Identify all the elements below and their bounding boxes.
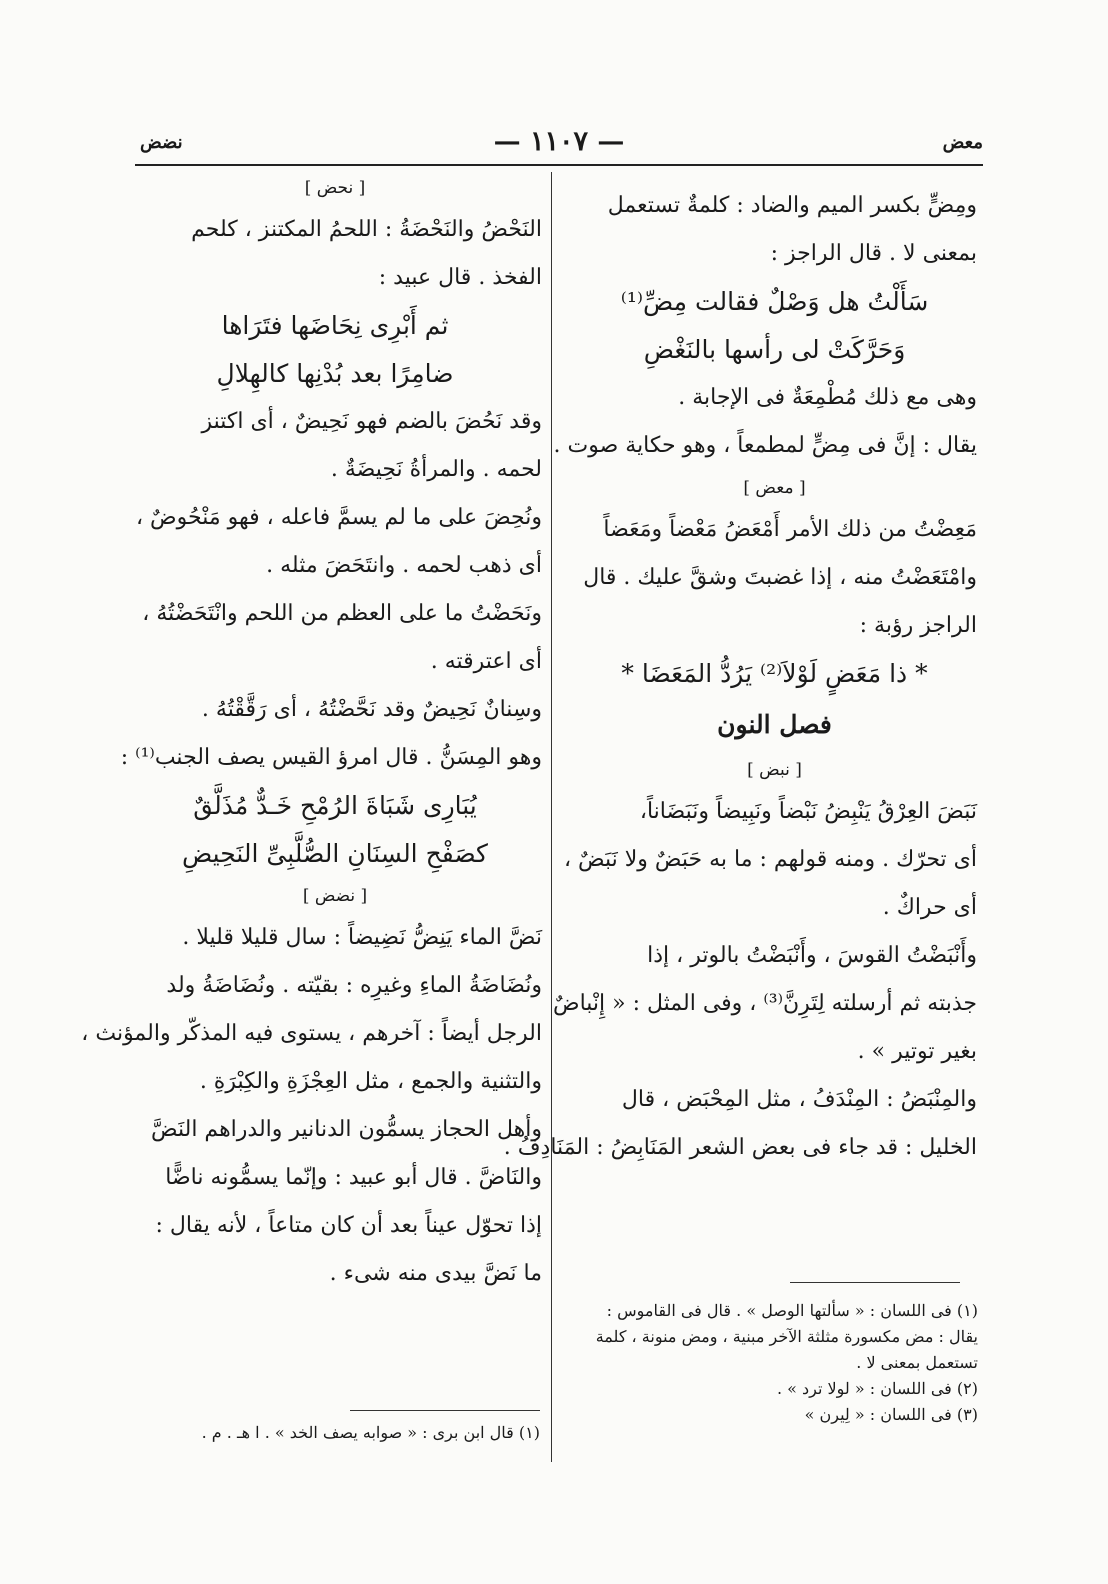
text-line: وقد نَحُضَ بالضم فهو نَحِيضٌ ، أى اكتنز xyxy=(201,409,542,434)
footnote-line: (١) قال ابن برى : « صوابه يصف الخد » . ا هـ . م . xyxy=(201,1423,540,1442)
text-line: أى تحرّك . ومنه قولهم : ما به حَبَضٌ ولا نَبَضٌ ، xyxy=(563,847,977,872)
text-line: والمِنْبَضُ : المِنْدَفُ ، مثل المِحْبَض ، قال xyxy=(621,1087,977,1112)
text-line: وأَنْبَضْتُ القوسَ ، وأَنْبَضْتُ بالوتر ، إذا xyxy=(647,943,977,968)
entry-heading-nadd: [ نضض ] xyxy=(302,886,368,906)
text-line: جذبته ثم أرسلته لِتَرِنَّ⁽³⁾ ، وفى المثل : « إِنْباضٌ xyxy=(552,991,977,1016)
text-line: أى حراكٌ . xyxy=(882,895,977,920)
verse-line: سَأَلْتُ هل وَصْلٌ فقالت مِضِّ⁽¹⁾ xyxy=(620,287,929,316)
verse-line: كصَفْحِ السِنَانِ الصُّلَّبِىِّ النَحِيضِ xyxy=(182,839,488,868)
text-line: نَبَضَ العِرْقُ يَنْبِضُ نَبْضاً ونَبِيضاً ونَبَضَاناً، xyxy=(639,799,977,824)
right-footnotes xyxy=(578,1298,978,1428)
left-footnote xyxy=(120,1420,540,1446)
text-line: ونَحَضْتُ ما على العظم من اللحم وانْتَحَضْتُهُ ، xyxy=(142,601,542,626)
verse-line: يُبَارِى شَبَاةَ الرُمْحِ خَـدٌّ مُذَلَّقٌ xyxy=(193,791,477,820)
text-line: أى ذهب لحمه . وانتَحَضَ مثله . xyxy=(266,553,542,578)
verse-line: ضامِرًا بعد بُدْنِها كالهِلالِ xyxy=(216,359,454,388)
page-header xyxy=(135,120,983,164)
footnote-line: يقال : مض مكسورة مثلثة الآخر مبنية ، ومض منونة ، كلمة xyxy=(595,1327,978,1346)
text-line: بغير توتير » . xyxy=(857,1039,977,1064)
text-line: ما نَضَّ بيدى منه شىء . xyxy=(329,1261,542,1286)
footnote-line: تستعمل بمعنى لا . xyxy=(856,1353,978,1372)
text-line: الرجل أيضاً : آخرهم ، يستوى فيه المذكّر والمؤنث ، xyxy=(81,1021,542,1046)
footnote-rule xyxy=(350,1410,540,1411)
text-line: وامْتَعَضْتُ منه ، إذا غضبتَ وشقَّ عليك . قال xyxy=(583,565,977,590)
entry-heading-moad: [ معض ] xyxy=(743,478,806,498)
section-title: فصل النون xyxy=(717,710,832,739)
text-line: مَعِضْتُ من ذلك الأمر أَمْعَضُ مَعْضاً ومَعَضاً xyxy=(603,517,977,542)
text-line: الفخذ . قال عبيد : xyxy=(378,265,542,290)
entry-heading-nabd: [ نبض ] xyxy=(747,760,802,780)
text-line: الراجز رؤبة : xyxy=(859,613,977,638)
text-line: أى اعترقته . xyxy=(430,649,542,674)
text-line: النَحْضُ والنَحْضَةُ : اللحمُ المكتنز ، كلحم xyxy=(191,217,542,242)
text-line: وأهل الحجاز يسمُّون الدنانير والدراهم النَضَّ xyxy=(151,1117,542,1142)
header-right-keyword: معض xyxy=(942,132,983,153)
text-line: بمعنى لا . قال الراجز : xyxy=(770,241,977,266)
column-divider xyxy=(551,172,552,1462)
verse-line: وَحَرَّكَتْ لى رأسها بالنَغْضِ xyxy=(643,335,906,364)
header-rule xyxy=(135,164,983,166)
footnote-line: (٢) فى اللسان : « لولا ترد » . xyxy=(777,1379,978,1398)
text-line: يقال : إنَّ فى مِضٍّ لمطمعاً ، وهو حكاية صوت . xyxy=(553,433,977,458)
text-line: ونُحِضَ على ما لم يسمَّ فاعله ، فهو مَنْحُوضٌ ، xyxy=(135,505,542,530)
left-column xyxy=(81,170,542,1298)
entry-heading-nahd: [ نحض ] xyxy=(304,178,366,198)
right-column xyxy=(503,182,977,1172)
verse-line: * ذا مَعَضٍ لَوْلاَ⁽²⁾ يَرُدُّ المَعَضَا * xyxy=(621,659,928,688)
text-line: ومِضٍّ بكسر الميم والضاد : كلمةٌ تستعمل xyxy=(607,193,977,218)
footnote-line: (١) فى اللسان : « سألتها الوصل » . قال فى القاموس : xyxy=(606,1301,978,1320)
page-number: — ١١٠٧ — xyxy=(493,126,625,157)
text-line: وهو المِسَنُّ . قال امرؤ القيس يصف الجنب⁽¹⁾ : xyxy=(120,745,542,770)
text-line: نَضَّ الماء يَنِضُّ نَضِيضاً : سال قليلا قليلا . xyxy=(182,925,542,950)
text-line: ونُضَاضَةُ الماءِ وغيرِه : بقيّته . ونُضَاضَةُ ولد xyxy=(166,973,542,998)
text-line: وسِنانٌ نَحِيضٌ وقد نَحَّضْتُهُ ، أى رَقَّقْتُهُ . xyxy=(201,697,542,722)
verse-line: ثم أَبْرِى نِحَاضَها فتَرَاها xyxy=(221,311,449,340)
text-line: إذا تحوّل عيناً بعد أن كان متاعاً ، لأنه يقال : xyxy=(155,1213,542,1238)
text-line: الخليل : قد جاء فى بعض الشعر المَنَابِضُ : المَنَادِفُ . xyxy=(503,1135,977,1160)
footnote-rule xyxy=(790,1282,960,1283)
text-line: والتثنية والجمع ، مثل العِجْزَةِ والكِبْرَةِ . xyxy=(199,1069,542,1094)
text-line: والنَاضَّ . قال أبو عبيد : وإنّما يسمُّونه ناضًّا xyxy=(165,1165,542,1190)
footnote-line: (٣) فى اللسان : « لِيرن » xyxy=(804,1405,978,1424)
header-left-keyword: نضض xyxy=(140,132,183,153)
text-line: لحمه . والمرأةُ نَحِيضَةٌ . xyxy=(330,457,542,482)
text-line: وهى مع ذلك مُطْمِعَةٌ فى الإجابة . xyxy=(678,385,977,410)
